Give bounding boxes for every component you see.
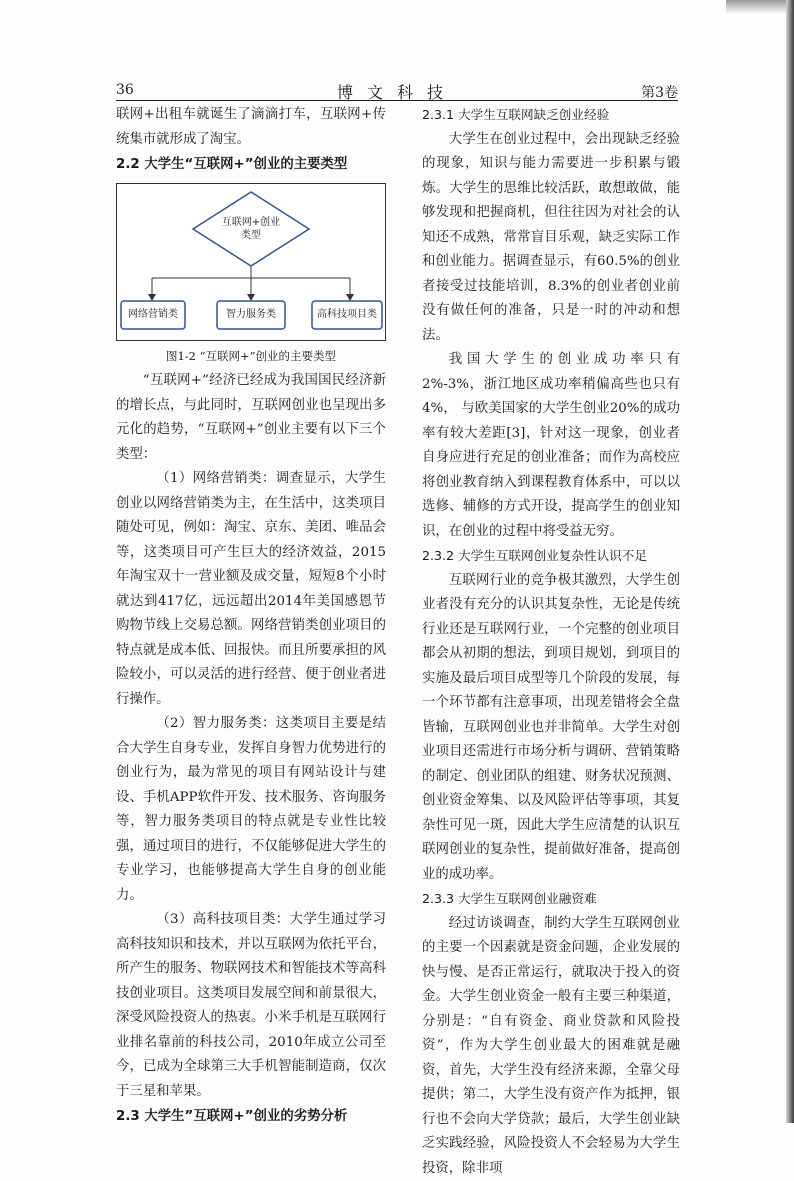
body-paragraph: 经过访谈调查，制约大学生互联网创业的主要一个因素就是资金问题，企业发展的快与慢、是否正常运行，就取决于投入的资金。大学生创业资金一般有主要三种渠道，分别是：“自有资金、商业贷款和风险投资”，作为大学生创业最大的困难就是融资，首先，大学生没有经济来源，全靠父母提供；第二，大学生没有资产作为抵押，银行也不会向大学贷款；最后，大学生创业缺乏实践经验，风险投资人不会轻易为大学生投资，除非项 (422, 912, 680, 1181)
header-rule (116, 100, 678, 101)
section-2-2-heading: 2.2 大学生“互联网+”创业的主要类型 (116, 153, 386, 177)
body-paragraph: “互联网+”经济已经成为我国国民经济新的增长点，与此同时，互联网创业也呈现出多元化的趋势，“互联网+”创业主要有以下三个类型： (116, 369, 386, 467)
journal-title: 博文科技 (116, 80, 678, 103)
intro-paragraph: 联网+出租车就诞生了滴滴打车，互联网+传统集市就形成了淘宝。 (116, 103, 386, 152)
scan-edge-shadow (726, 0, 786, 14)
volume-label: 第3卷 (641, 82, 678, 102)
box-label-intellectual-service: 智力服务类 (217, 308, 285, 321)
body-paragraph: 大学生在创业过程中，会出现缺乏经验的现象，知识与能力需要进一步积累与锻炼。大学生的思维比较活跃，敢想敢做，能够发现和把握商机，但往往因为对社会的认知还不成熟，常常盲目乐观，缺乏实际工作和创业能力。据调查显示，有60.5%的创业者接受过技能培训，8.3%的创业者创业前没有做任何的准备，只是一时的冲动和想法。 (422, 128, 680, 349)
diamond-label: 互联网+创业类型 (221, 216, 281, 242)
figure-caption: 图1-2 “互联网+”创业的主要类型 (116, 345, 386, 367)
section-2-3-heading: 2.3 大学生”互联网+”创业的劣势分析 (116, 1105, 386, 1129)
box-label-high-tech: 高科技项目类 (312, 308, 382, 321)
arrow-right (346, 294, 354, 301)
page-number: 36 (116, 82, 134, 98)
figure-diagram (116, 183, 386, 341)
scan-binding-shadow (786, 0, 794, 1123)
body-paragraph: （3）高科技项目类：大学生通过学习高科技知识和技术，并以互联网为依托平台，所产生的服务、物联网技术和智能技术等高科技创业项目。这类项目发展空间和前景很大，深受风险投资人的热衷。小米手机是互联网行业排名靠前的科技公司，2010年成立公司至今，已成为全球第三大手机智能制造商，仅次于三星和苹果。 (116, 908, 386, 1104)
left-column (116, 103, 386, 1130)
body-paragraph: （2）智力服务类：这类项目主要是结合大学生自身专业，发挥自身智力优势进行的创业行为，最为常见的项目有网站设计与建设、手机APP软件开发、技术服务、咨询服务等，智力服务类项目的特点就是专业性比较强，通过项目的进行，不仅能够促进大学生的专业学习，也能够提高大学生自身的创业能力。 (116, 712, 386, 908)
subsection-2-3-2-heading: 2.3.2 大学生互联网创业复杂性认识不足 (422, 544, 680, 569)
running-header (116, 80, 678, 102)
arrow-mid (247, 294, 255, 301)
body-paragraph: 互联网行业的竞争极其激烈，大学生创业者没有充分的认识其复杂性，无论是传统行业还是互联网行业，一个完整的创业项目都会从初期的想法，到项目规划，到项目的实施及最后项目成型等几个阶段的发展，每一个环节都有注意事项，出现差错将会全盘皆输，互联网创业也并非简单。大学生对创业项目还需进行市场分析与调研、营销策略的制定、创业团队的组建、财务状况预测、创业资金筹集、以及风险评估等事项，其复杂性可见一斑，因此大学生应清楚的认识互联网创业的复杂性，提前做好准备，提高创业的成功率。 (422, 569, 680, 888)
subsection-2-3-3-heading: 2.3.3 大学生互联网创业融资难 (422, 887, 680, 912)
box-label-network-marketing: 网络营销类 (121, 308, 185, 321)
arrow-left (148, 294, 156, 301)
subsection-2-3-1-heading: 2.3.1 大学生互联网缺乏创业经验 (422, 103, 680, 128)
right-column (422, 103, 680, 1181)
body-paragraph: （1）网络营销类：调查显示，大学生创业以网络营销类为主，在生活中，这类项目随处可见，例如：淘宝、京东、美团、唯品会等，这类项目可产生巨大的经济效益，2015年淘宝双十一营业额及成交量，短短8个小时就达到417亿，远远超出2014年美国感恩节购物节线上交易总额。网络营销类创业项目的特点就是成本低、回报快。而且所要承担的风险较小，可以灵活的进行经营、便于创业者进行操作。 (116, 467, 386, 712)
body-paragraph: 我国大学生的创业成功率只有2%-3%，浙江地区成功率稍偏高些也只有4%， 与欧美国家的大学生创业20%的成功率有较大差距[3]，针对这一现象，创业者自身应进行充足的创业准备；而作为高校应将创业教育纳入到课程教育体系中，可以以选修、辅修的方式开设，提高学生的创业知识，在创业的过程中将受益无穷。 (422, 348, 680, 544)
